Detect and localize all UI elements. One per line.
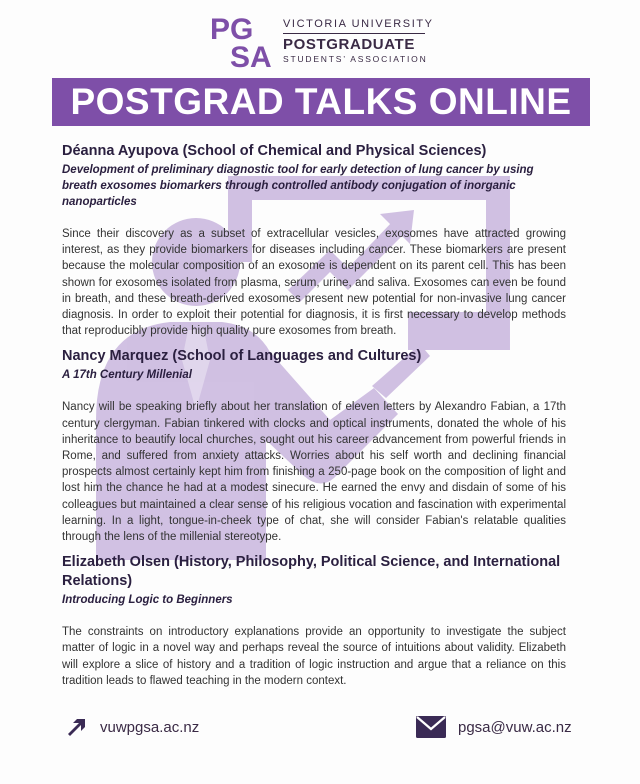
header <box>0 8 640 70</box>
logo-mark-top: PG <box>210 13 254 46</box>
website-text: vuwpgsa.ac.nz <box>100 718 200 736</box>
envelope-icon <box>416 716 446 738</box>
talk-item <box>62 347 566 545</box>
talk-title: A 17th Century Millenial <box>62 369 192 382</box>
speaker-name: Elizabeth Olsen (History, Philosophy, Political Science, and International Relations) <box>62 554 561 590</box>
logo-mark-bottom: SA <box>230 41 272 70</box>
email-text: pgsa@vuw.ac.nz <box>458 718 572 736</box>
talk-abstract: Nancy will be speaking briefly about her translation of eleven letters by Alexandro Fabian, a 17th century clergyman. Fabian tinkered with clocks and optical instruments, donated the whole of his inheritance to beautify local churches, sought out his career advancement from powerful friends in Rome, and suffered from anxiety attacks. Worries about his self worth and declining financial prospects almost certainly kept him from finishing a 250-page book on the composition of light and lost him the chance he had at a modest sinecure. He earned the envy and disdain of some of his colleagues but maintained a clear sense of his religious vocation and fascination with experimental learning. In a light, tongue-in-cheek type of chat, she will consider Fabian's relatable qualities through the lens of the millenial stereotype. <box>62 401 566 544</box>
footer <box>0 708 640 748</box>
website-link[interactable] <box>66 716 199 738</box>
logo-wordmark <box>283 18 434 64</box>
talk-abstract: The constraints on introductory explanations provide an opportunity to investigate the subject matter of logic in a novel way and perhaps reveal the source of intuitions about validity. Elizabeth will explore a slice of history and a tradition of logic instruction and argue that a reliance on this tradition leads to flawed teaching in the modern context. <box>62 626 566 687</box>
email-link[interactable] <box>416 716 572 738</box>
talk-item <box>62 553 566 689</box>
talk-abstract: Since their discovery as a subset of extracellular vesicles, exosomes have attracted growing interest, as they provide biomarkers for diseases including cancer. These biomarkers are present because the molecular composition of an exosome is dependent on its parent cell. This has been shown for exosomes isolated from plasma, serum, urine, and saliva. Exosomes can even be found in breath, and these breath-derived exosomes present new potential for non-invasive lung cancer diagnosis. In order to exploit their potential for diagnosis, it is first necessary to develop methods that reproducibly provide high quality pure exosomes from breath. <box>62 228 566 338</box>
talk-title: Development of preliminary diagnostic tool for early detection of lung cancer by using breath exosomes biomarkers through controlled antibody conjugation of inorganic nanoparticles <box>62 164 534 208</box>
logo-divider <box>283 33 425 34</box>
page-title-banner: POSTGRAD TALKS ONLINE <box>52 78 590 126</box>
logo-line-association: STUDENTS’ ASSOCIATION <box>283 54 428 64</box>
logo-line-postgraduate: POSTGRADUATE <box>283 36 415 53</box>
logo-line-university: VICTORIA UNIVERSITY <box>283 18 434 30</box>
talk-item <box>62 142 566 339</box>
arrow-up-right-icon <box>66 716 88 738</box>
talk-title: Introducing Logic to Beginners <box>62 594 233 607</box>
speaker-name: Nancy Marquez (School of Languages and Cultures) <box>62 348 422 365</box>
speaker-name: Déanna Ayupova (School of Chemical and Physical Sciences) <box>62 143 487 159</box>
talks-list <box>62 142 566 697</box>
pgsa-logo-icon <box>208 12 286 70</box>
